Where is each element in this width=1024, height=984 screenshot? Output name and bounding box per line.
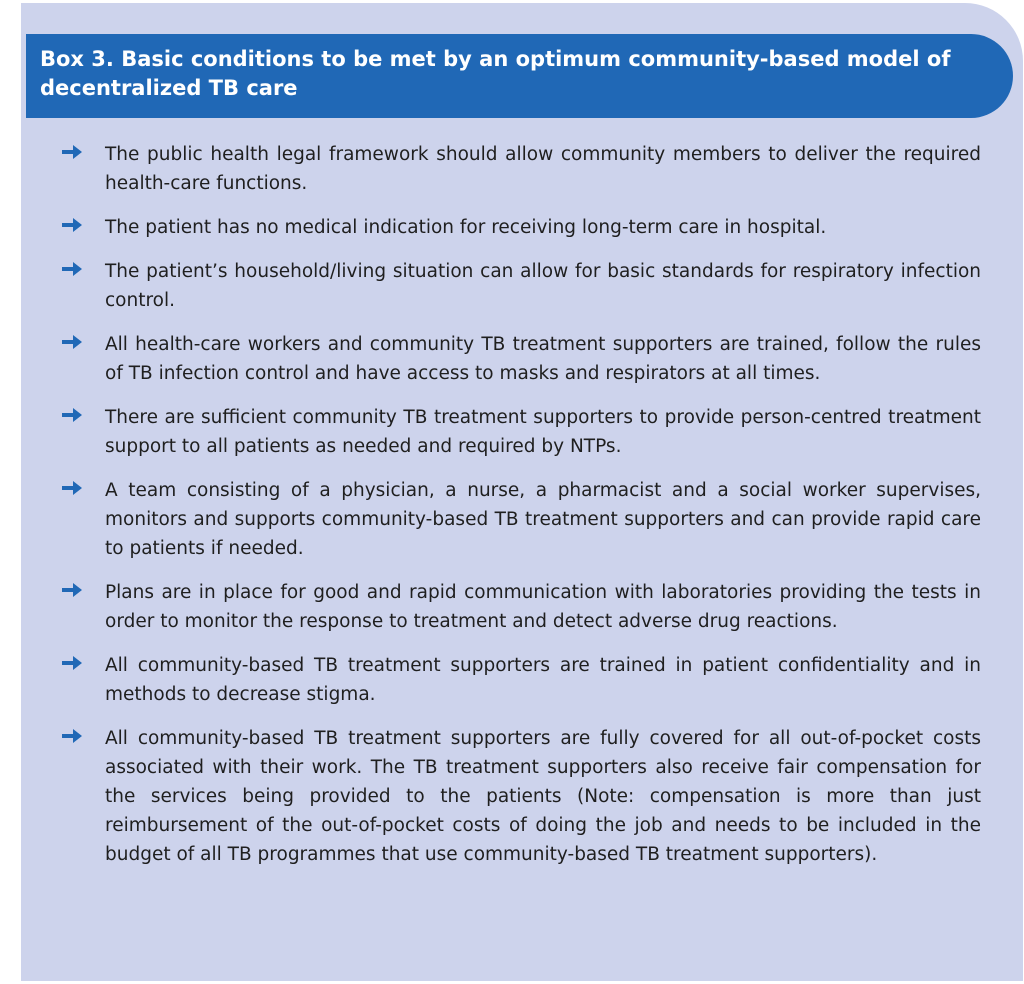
box-header: [26, 34, 1013, 118]
right-arrow-icon: [61, 478, 83, 498]
list-item-text: All community-based TB treatment supporters are trained in patient confidentiality and in methods to decrease stigma.: [105, 655, 981, 705]
list-item: [61, 330, 981, 388]
info-box: [21, 3, 1023, 981]
list-item-text: The public health legal framework should allow community members to deliver the required health-care functions.: [105, 144, 981, 194]
list-item: [61, 724, 981, 869]
list-item: [61, 476, 981, 563]
list-item-text: A team consisting of a physician, a nurse, a pharmacist and a social worker supervises, monitors and supports community-based TB treatment supporters and can provide rapid care to patients if needed.: [105, 480, 981, 559]
list-item-text: All health-care workers and community TB treatment supporters are trained, follow the rules of TB infection control and have access to masks and respirators at all times.: [105, 334, 981, 384]
right-arrow-icon: [61, 142, 83, 162]
list-item-text: The patient’s household/living situation can allow for basic standards for respiratory infection control.: [105, 261, 981, 311]
list-item-text: All community-based TB treatment supporters are fully covered for all out-of-pocket costs associated with their work. The TB treatment supporters also receive fair compensation for the services being provided to the patients (Note: compensation is more than just reimbursement of the out-of-pocket costs of doing the job and needs to be included in the budget of all TB programmes that use community-based TB treatment supporters).: [105, 728, 981, 865]
right-arrow-icon: [61, 215, 83, 235]
list-item: [61, 651, 981, 709]
right-arrow-icon: [61, 726, 83, 746]
right-arrow-icon: [61, 332, 83, 352]
right-arrow-icon: [61, 580, 83, 600]
right-arrow-icon: [61, 259, 83, 279]
list-item: [61, 213, 981, 242]
list-item: [61, 578, 981, 636]
conditions-list: [61, 140, 981, 884]
box-title: Box 3. Basic conditions to be met by an optimum community-based model of decentralized TB care: [40, 47, 951, 100]
right-arrow-icon: [61, 653, 83, 673]
list-item-text: The patient has no medical indication for receiving long-term care in hospital.: [105, 217, 827, 238]
right-arrow-icon: [61, 405, 83, 425]
list-item-text: There are sufficient community TB treatment supporters to provide person-centred treatment support to all patients as needed and required by NTPs.: [105, 407, 981, 457]
list-item: [61, 403, 981, 461]
list-item: [61, 257, 981, 315]
list-item: [61, 140, 981, 198]
list-item-text: Plans are in place for good and rapid communication with laboratories providing the tests in order to monitor the response to treatment and detect adverse drug reactions.: [105, 582, 981, 632]
